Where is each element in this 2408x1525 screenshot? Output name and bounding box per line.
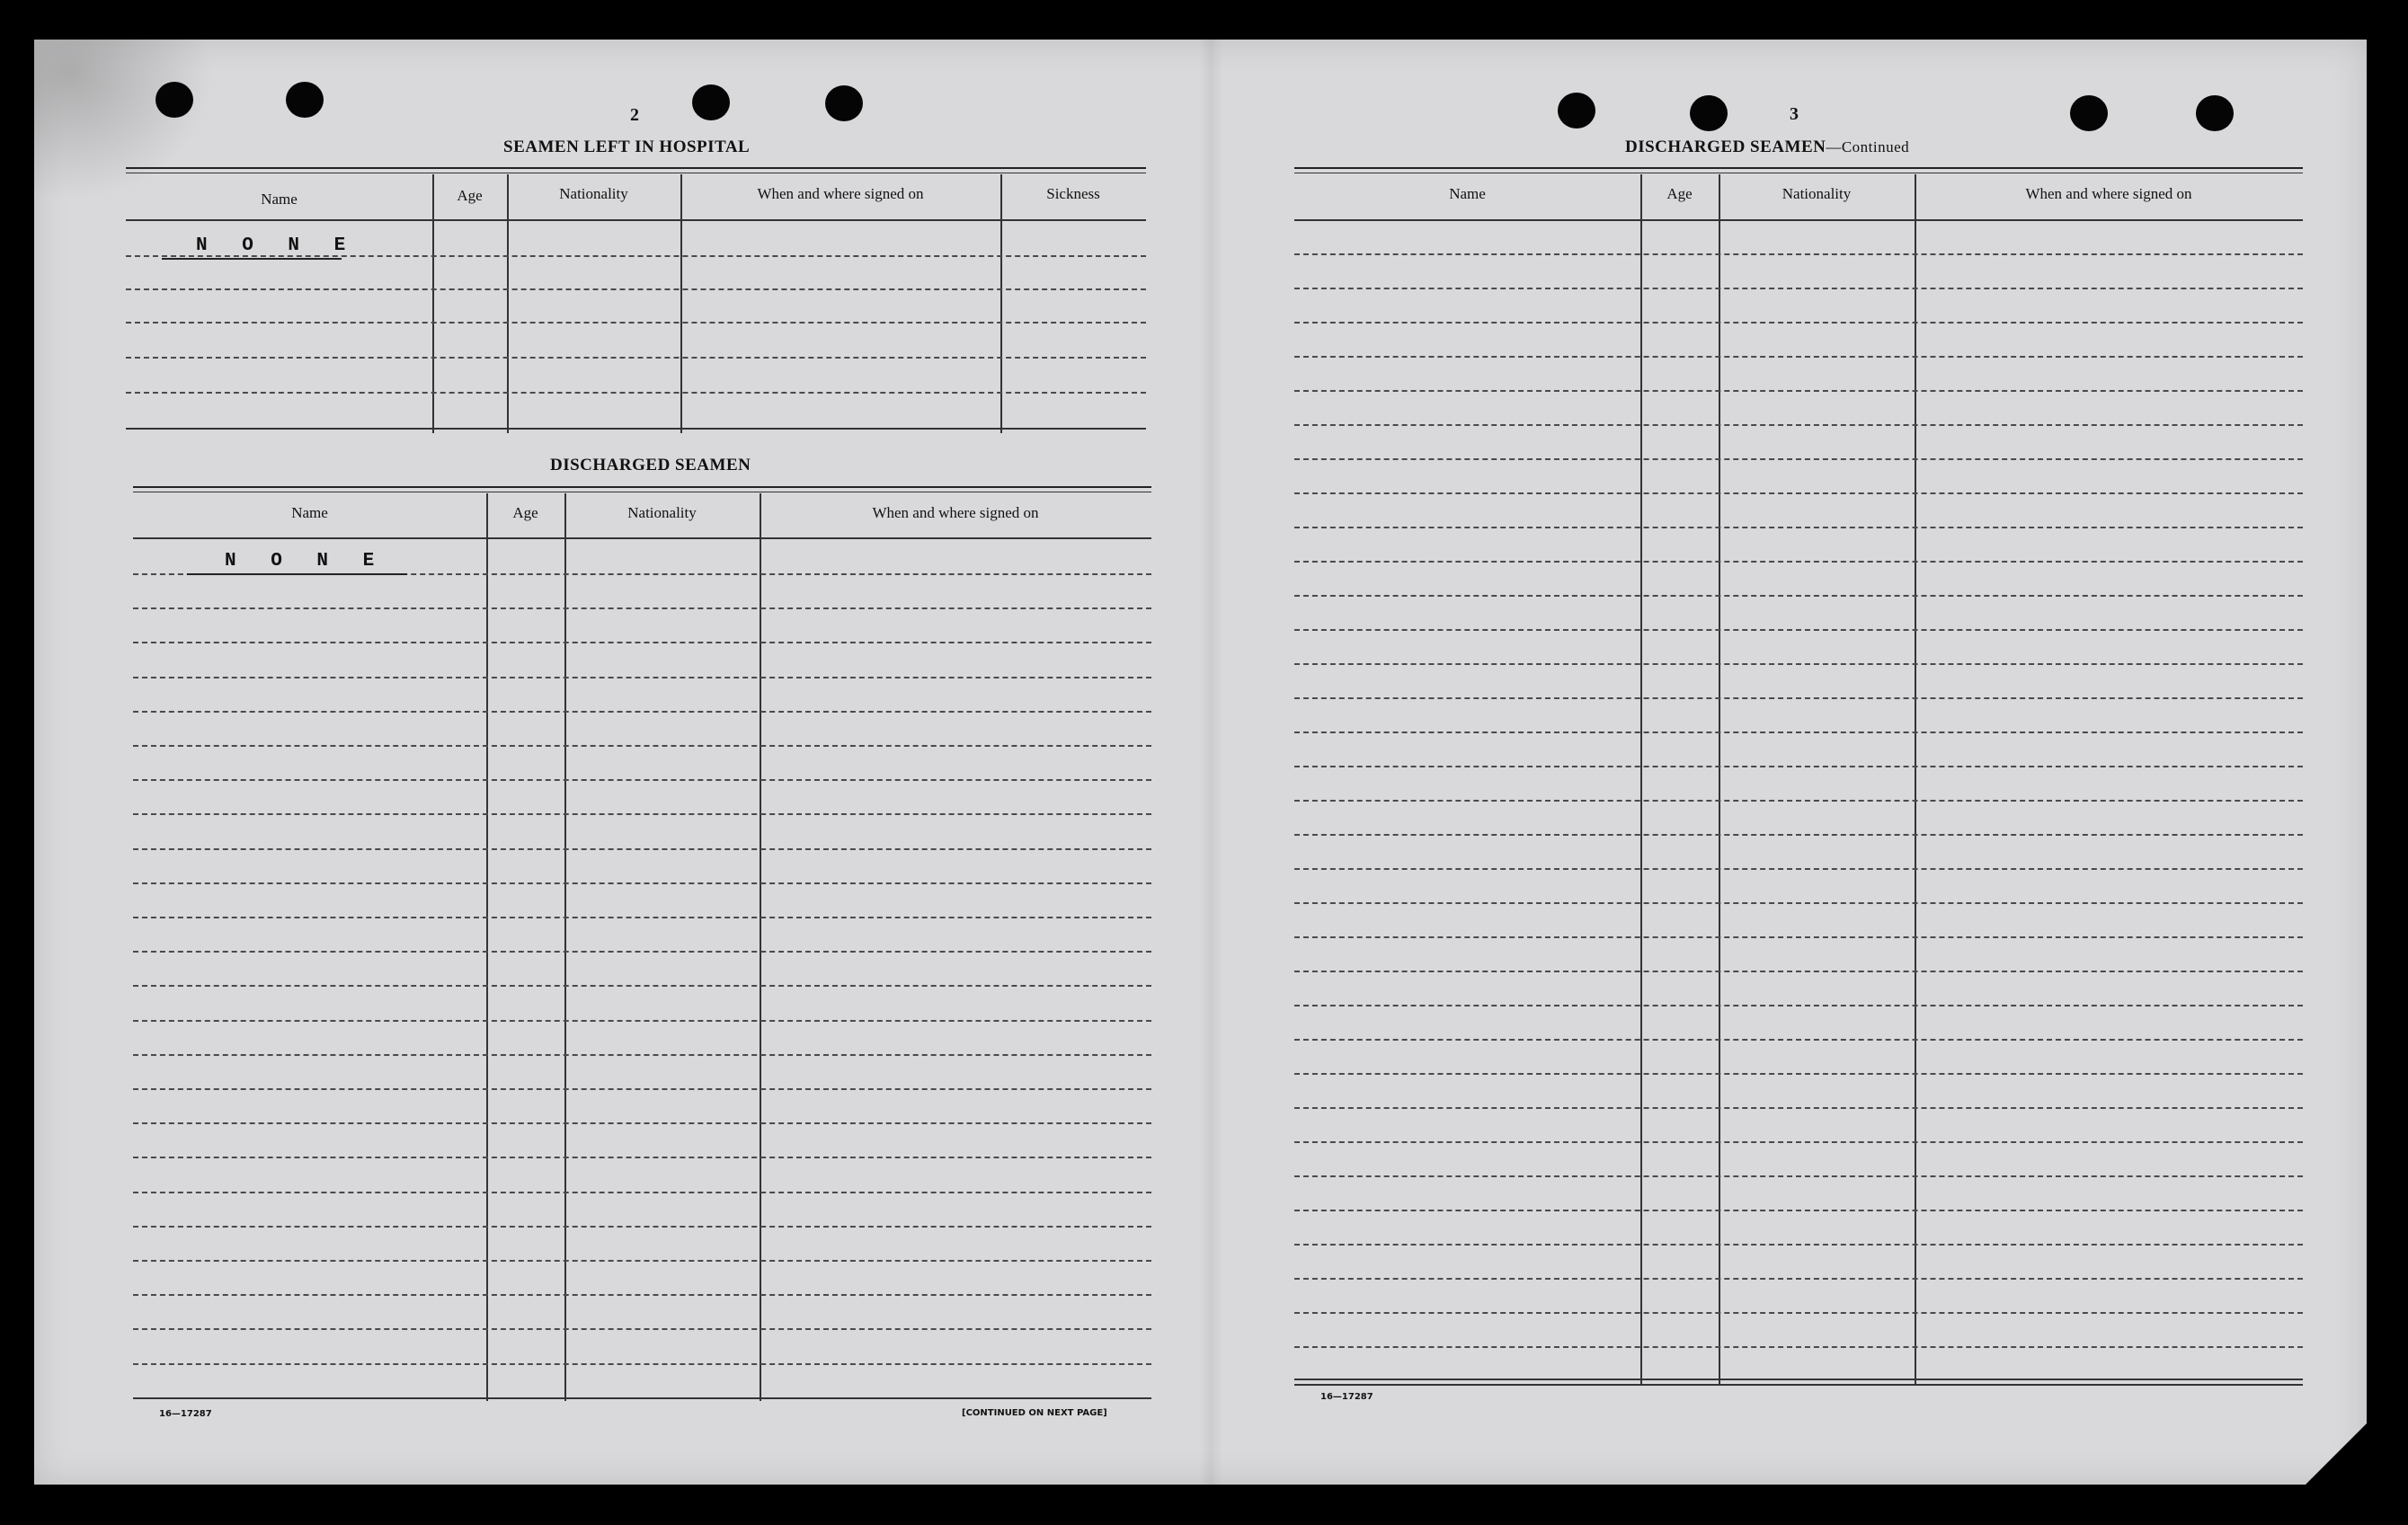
punch-hole [286, 82, 324, 118]
ruled-row-line [133, 1226, 1151, 1228]
ruled-row-line [133, 642, 1151, 643]
ruled-row-line [1294, 288, 2303, 289]
continued-suffix: —Continued [1826, 138, 1910, 155]
ruled-row-line [133, 1192, 1151, 1193]
discharged-entry-none: N O N E [225, 551, 387, 572]
form-number-right: 16—17287 [1320, 1392, 1373, 1402]
page-number-left: 2 [630, 105, 639, 125]
ruled-row-line [1294, 936, 2303, 938]
hospital-entry-none: N O N E [196, 235, 358, 256]
discharged-section-title: DISCHARGED SEAMEN [550, 456, 751, 474]
hospital-entry-underline [162, 258, 342, 260]
ruled-row-line [1294, 1107, 2303, 1109]
ruled-row-line [1294, 390, 2303, 392]
ruled-row-line [133, 1328, 1151, 1330]
continued-note: [CONTINUED ON NEXT PAGE] [962, 1408, 1107, 1418]
ruled-row-line [1294, 902, 2303, 904]
ruled-row-line [133, 1020, 1151, 1022]
ruled-row-line [1294, 731, 2303, 733]
punch-hole [2196, 95, 2234, 131]
ruled-row-line [133, 1054, 1151, 1056]
col-header-name: Name [261, 191, 298, 208]
ruled-row-line [1294, 868, 2303, 870]
ruled-row-line [1294, 766, 2303, 767]
ruled-row-line [133, 951, 1151, 953]
col-header-name: Name [291, 504, 328, 521]
ruled-row-line [133, 1122, 1151, 1124]
col-header-signed-on: When and where signed on [872, 504, 1039, 521]
punch-hole [692, 84, 730, 120]
col-header-age: Age [512, 504, 538, 521]
col-header-age: Age [1666, 185, 1693, 202]
ruled-row-line [133, 882, 1151, 884]
ruled-row-line [133, 745, 1151, 747]
discharged-entry-underline [187, 573, 407, 575]
ruled-row-line [1294, 424, 2303, 426]
ruled-row-line [1294, 1312, 2303, 1314]
col-header-sickness: Sickness [1046, 185, 1100, 202]
center-fold [1199, 40, 1222, 1485]
col-header-nationality: Nationality [627, 504, 697, 521]
col-header-signed-on: When and where signed on [2025, 185, 2192, 202]
col-header-name: Name [1449, 185, 1486, 202]
ruled-row-line [1294, 971, 2303, 972]
discharged-table-left [133, 486, 1151, 1403]
ruled-row-line [1294, 1175, 2303, 1177]
ruled-row-line [1294, 1005, 2303, 1006]
hospital-table [126, 167, 1146, 433]
punch-hole [825, 85, 863, 121]
punch-hole [2070, 95, 2108, 131]
ruled-row-line [133, 1363, 1151, 1365]
ruled-row-line [133, 985, 1151, 987]
ruled-row-line [133, 1294, 1151, 1296]
ruled-row-line [133, 1088, 1151, 1090]
col-header-nationality: Nationality [1782, 185, 1852, 202]
ruled-row-line [133, 848, 1151, 850]
ruled-row-line [1294, 834, 2303, 836]
ruled-row-line [1294, 1244, 2303, 1246]
discharged-continued-title [1625, 137, 1909, 157]
col-header-nationality: Nationality [559, 185, 628, 202]
ruled-row-line [133, 1157, 1151, 1158]
ruled-row-line [1294, 800, 2303, 802]
ruled-row-line [1294, 561, 2303, 563]
page-number-right: 3 [1790, 104, 1799, 124]
punch-hole [1558, 93, 1595, 129]
ruled-row-line [133, 677, 1151, 678]
ruled-row-line [1294, 1210, 2303, 1211]
ruled-row-line [1294, 629, 2303, 631]
ruled-row-line [1294, 1073, 2303, 1075]
ruled-row-line [1294, 1141, 2303, 1143]
ruled-row-line [1294, 663, 2303, 665]
ruled-row-line [1294, 492, 2303, 494]
ruled-row-line [133, 813, 1151, 815]
ruled-row-line [133, 711, 1151, 713]
punch-hole [1690, 95, 1728, 131]
ruled-row-line [1294, 1346, 2303, 1348]
ruled-row-line [1294, 356, 2303, 358]
form-number-left: 16—17287 [159, 1409, 212, 1419]
discharged-continued-title-text: DISCHARGED SEAMEN [1625, 137, 1826, 156]
ruled-row-line [1294, 697, 2303, 699]
ruled-row-line [133, 917, 1151, 918]
col-header-signed-on: When and where signed on [757, 185, 924, 202]
ruled-row-line [133, 779, 1151, 781]
ruled-row-line [1294, 527, 2303, 528]
ruled-row-line [1294, 1278, 2303, 1280]
discharged-table-right [1294, 167, 2303, 1386]
hospital-section-title: SEAMEN LEFT IN HOSPITAL [503, 137, 751, 156]
ruled-row-line [1294, 322, 2303, 324]
ruled-row-line [1294, 458, 2303, 460]
ruled-row-line [1294, 253, 2303, 255]
ruled-row-line [1294, 595, 2303, 597]
ruled-row-line [133, 607, 1151, 609]
ruled-row-line [1294, 1039, 2303, 1041]
col-header-age: Age [457, 187, 483, 204]
ruled-row-line [133, 1260, 1151, 1262]
punch-hole [155, 82, 193, 118]
torn-corner [2305, 1423, 2368, 1485]
